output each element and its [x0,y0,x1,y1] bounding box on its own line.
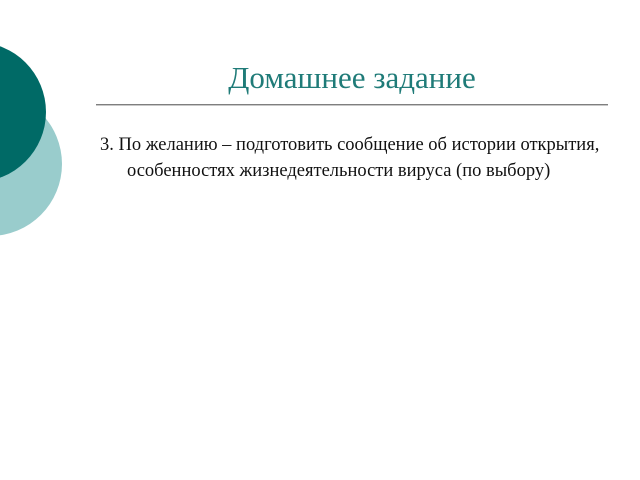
slide-body-text: 3. По желанию – подготовить сообщение об истории открытия, особенностях жизнедеятельности вируса (по выбору) [100,135,600,181]
title-divider [96,104,608,106]
decorative-circles [0,0,80,260]
slide-title: Домашнее задание [228,60,476,95]
